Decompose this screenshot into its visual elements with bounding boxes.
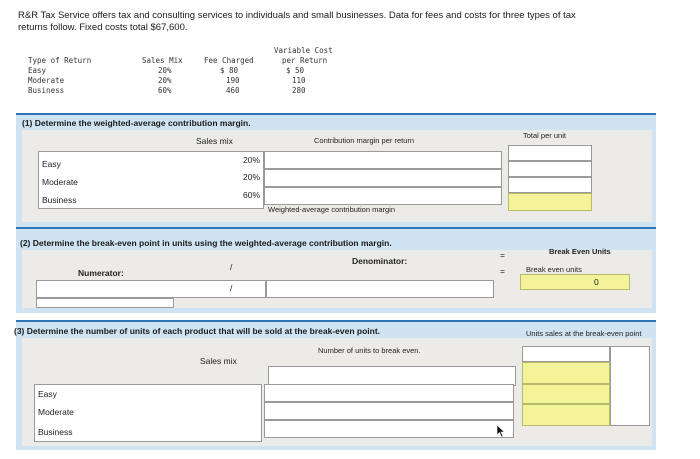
data-fee-column bbox=[204, 56, 268, 96]
mouse-cursor-icon bbox=[496, 424, 506, 438]
data-mix-column bbox=[142, 56, 192, 96]
s1-total-input-business[interactable] bbox=[508, 177, 592, 193]
data-header-mix: Sales Mix bbox=[142, 56, 183, 65]
s1-wacm-label: Weighted-average contribution margin bbox=[268, 205, 396, 214]
data-row-var: 110 bbox=[292, 76, 306, 85]
s1-total-input-easy[interactable] bbox=[508, 145, 592, 161]
s1-wacm-result[interactable] bbox=[508, 193, 592, 211]
intro-line-2: returns follow. Fixed costs total $67,600. bbox=[18, 22, 188, 33]
data-row-fee: 190 bbox=[226, 76, 240, 85]
s1-row-mix: 20% bbox=[242, 155, 260, 165]
s2-equals: = bbox=[500, 250, 505, 260]
s1-cm-input-moderate[interactable] bbox=[264, 169, 502, 187]
s2-denominator-input[interactable] bbox=[266, 280, 494, 298]
data-row-type: Moderate bbox=[28, 76, 65, 85]
data-row-mix: 20% bbox=[158, 66, 172, 75]
data-row-mix: 60% bbox=[158, 86, 172, 95]
s1-col-total: Total per unit bbox=[523, 131, 566, 140]
s3-units-input-moderate[interactable] bbox=[264, 402, 514, 420]
section-1-title: (1) Determine the weighted-average contribution margin. bbox=[22, 118, 251, 128]
s1-cm-input-business[interactable] bbox=[264, 187, 502, 205]
data-row-mix: 20% bbox=[158, 76, 172, 85]
data-row-type: Easy bbox=[28, 66, 47, 75]
data-row-fee: $ 80 bbox=[220, 66, 239, 75]
s1-cm-input-easy[interactable] bbox=[264, 151, 502, 169]
s3-result-easy[interactable] bbox=[522, 362, 610, 384]
s3-col-result: Units sales at the break-even point bbox=[526, 329, 642, 338]
data-row-var: 280 bbox=[292, 86, 306, 95]
s1-row-mix: 60% bbox=[242, 190, 260, 200]
s3-row-label: Easy bbox=[38, 389, 57, 399]
s2-beu-value: 0 bbox=[594, 277, 599, 287]
s1-row-label: Moderate bbox=[42, 177, 78, 187]
s3-result-moderate[interactable] bbox=[522, 384, 610, 404]
intro-line-1: R&R Tax Service offers tax and consulting services to individuals and small businesses. Data for fees and costs for three types of tax bbox=[18, 10, 576, 21]
s1-col-cm: Contribution margin per return bbox=[314, 136, 415, 145]
s2-slash: / bbox=[230, 262, 233, 272]
s2-denominator-label: Denominator: bbox=[352, 256, 408, 266]
s1-row-label: Business bbox=[42, 195, 77, 205]
s3-col-sales-mix: Sales mix bbox=[200, 356, 237, 366]
data-row-type: Business bbox=[28, 86, 65, 95]
s1-col-sales-mix: Sales mix bbox=[196, 136, 233, 146]
data-header-type: Type of Return bbox=[28, 56, 92, 65]
data-header-fee: Fee Charged bbox=[204, 56, 254, 65]
s2-slash: / bbox=[230, 283, 233, 293]
section-3-title: (3) Determine the number of units of each product that will be sold at the break-even point. bbox=[14, 326, 381, 336]
s3-units-input-1[interactable] bbox=[268, 366, 516, 386]
data-header-var-1: Variable Cost bbox=[274, 46, 333, 55]
s3-units-input-easy[interactable] bbox=[264, 384, 514, 402]
s3-units-input-business[interactable] bbox=[264, 420, 514, 438]
s2-numerator-label: Numerator: bbox=[78, 268, 124, 278]
s2-equals: = bbox=[500, 266, 505, 276]
s1-row-mix: 20% bbox=[242, 172, 260, 182]
data-header-var-2: per Return bbox=[282, 56, 328, 65]
s2-beu-result[interactable] bbox=[520, 274, 630, 290]
s3-row-label: Business bbox=[38, 427, 73, 437]
s3-side-cell bbox=[610, 346, 650, 426]
s3-row-label: Moderate bbox=[38, 407, 74, 417]
s2-numerator-input-2[interactable] bbox=[36, 298, 174, 308]
data-var-column bbox=[274, 46, 354, 96]
data-row-fee: 460 bbox=[226, 86, 240, 95]
s3-result-business[interactable] bbox=[522, 404, 610, 426]
section-2-title: (2) Determine the break-even point in units using the weighted-average contribution margin. bbox=[20, 238, 392, 248]
s1-row-label: Easy bbox=[42, 159, 61, 169]
s3-result-header-cell bbox=[522, 346, 610, 362]
s3-col-units: Number of units to break even. bbox=[318, 346, 421, 355]
s2-col-beu: Break Even Units bbox=[549, 247, 611, 256]
data-type-column bbox=[28, 56, 91, 96]
data-row-var: $ 50 bbox=[286, 66, 305, 75]
s2-beu-label: Break even units bbox=[526, 265, 582, 274]
s1-total-input-moderate[interactable] bbox=[508, 161, 592, 177]
problem-intro bbox=[18, 10, 678, 34]
